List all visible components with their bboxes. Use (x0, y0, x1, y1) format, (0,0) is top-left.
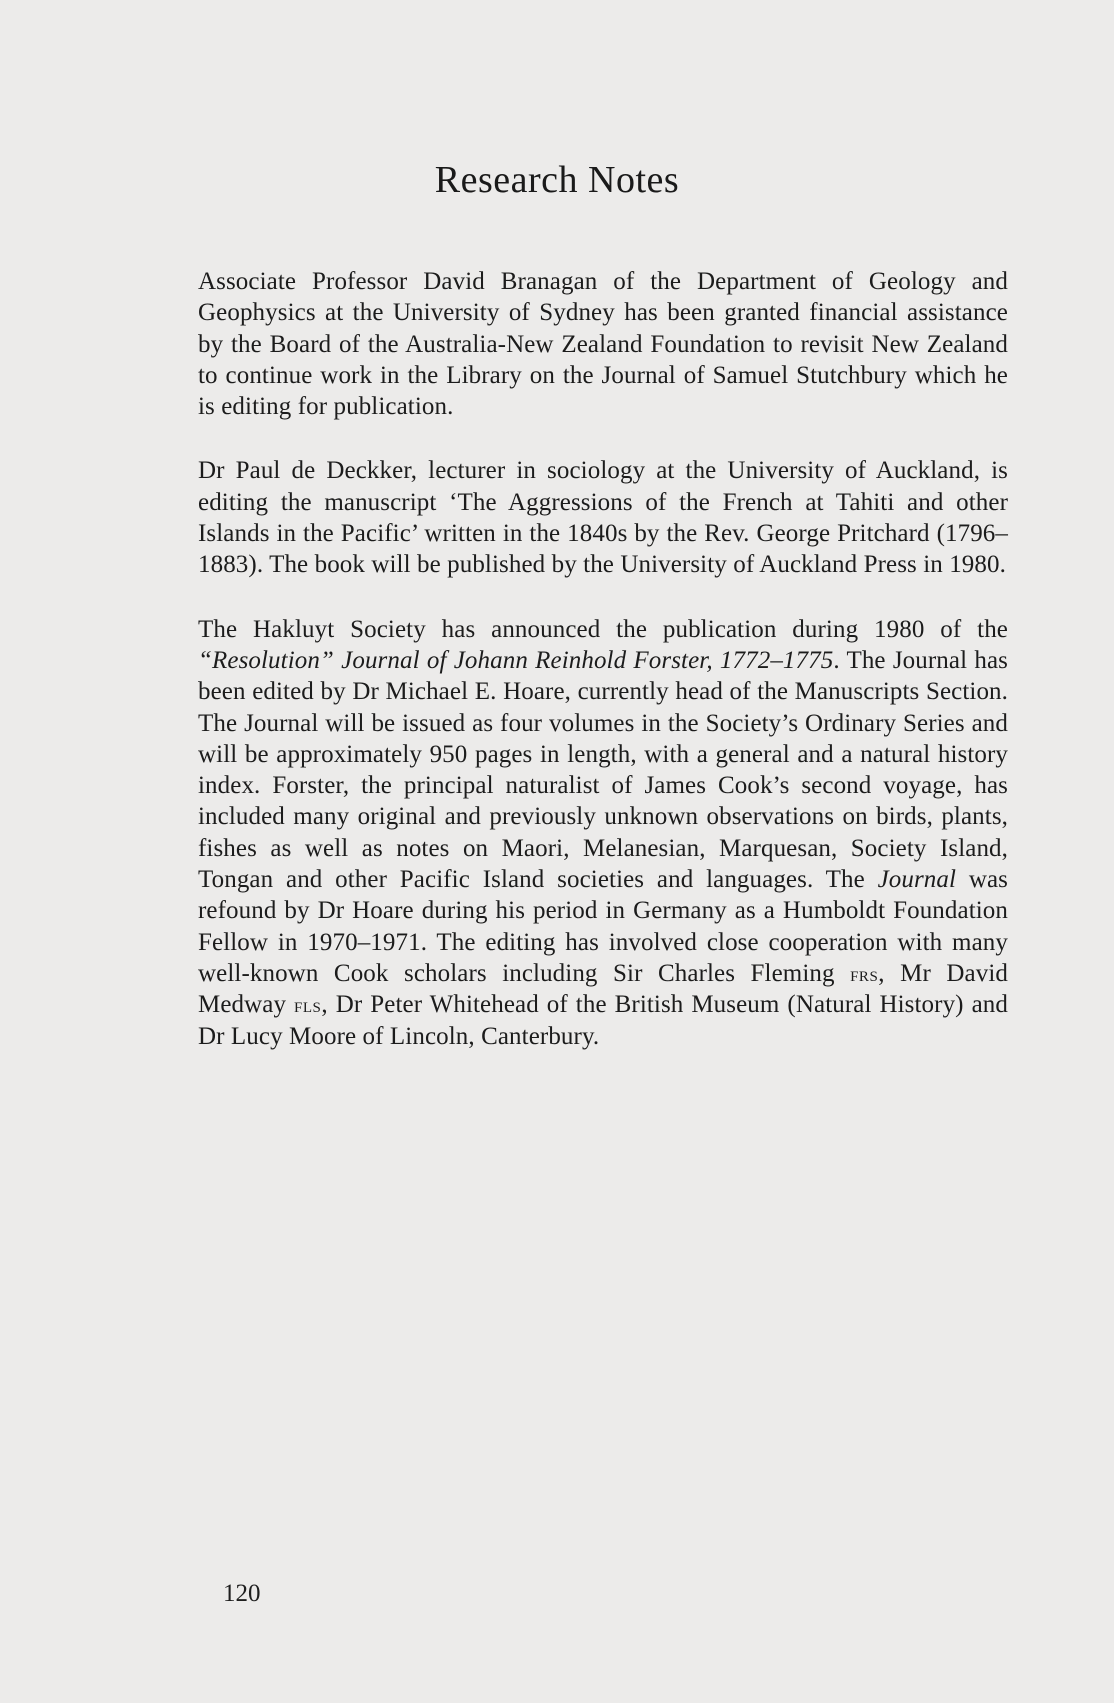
text-segment: The Hakluyt Society has announced the publication during 1980 of the (198, 615, 1008, 643)
journal-italic: Journal (877, 866, 957, 894)
text-segment: was refound by Dr Hoare during his period in Germany as a Humboldt Foundation Fellow in 1970–1971. The editing has involved close cooperation with many well-known Cook scholars including Sir Charles Fleming (198, 866, 1008, 987)
page-number: 120 (223, 1580, 261, 1607)
honorific-fls: fls (294, 992, 322, 1018)
honorific-frs: frs (850, 960, 879, 986)
text-segment: . The Journal has been edited by Dr Michael E. Hoare, currently head of the Manuscripts Section. The Journal will be issued as four volumes in the Society’s Ordinary Series and will be approximately 950 pages in length, with a general and a natural history index. Forster, the principal naturalist of James Cook’s second voyage, has included many original and previously unknown observations on birds, plants, fishes as well as notes on Maori, Melanesian, Marquesan, Society Island, Tongan and other Pacific Island societies and languages. The (198, 646, 1009, 894)
text-segment: , Mr David Medway (198, 959, 1008, 1019)
paragraph-de-deckker: Dr Paul de Deckker, lecturer in sociology at the University of Auckland, is editing the manuscript ‘The Aggressions of the French at Tahiti and other Islands in the Pacific’ written in the 1840s by the Rev. George Pritchard (1796–1883). The book will be published by the University of Auckland Press in 1980. (198, 457, 1008, 579)
book-title-italic: “Resolution” Journal of Johann Reinhold Forster, 1772–1775 (198, 646, 834, 674)
page-title: Research Notes (434, 159, 680, 201)
text-segment: , Dr Peter Whitehead of the British Museum (Natural History) and Dr Lucy Moore of Lincoln, Canterbury. (198, 991, 1008, 1050)
article-body (198, 266, 1008, 1085)
paragraph-hakluyt-society (198, 614, 1008, 1052)
paragraph-branagan: Associate Professor David Branagan of the Department of Geology and Geophysics at the University of Sydney has been granted financial assistance by the Board of the Australia-New Zealand Foundation to revisit New Zealand to continue work in the Library on the Journal of Samuel Stutchbury which he is editing for publication. (198, 268, 1008, 421)
